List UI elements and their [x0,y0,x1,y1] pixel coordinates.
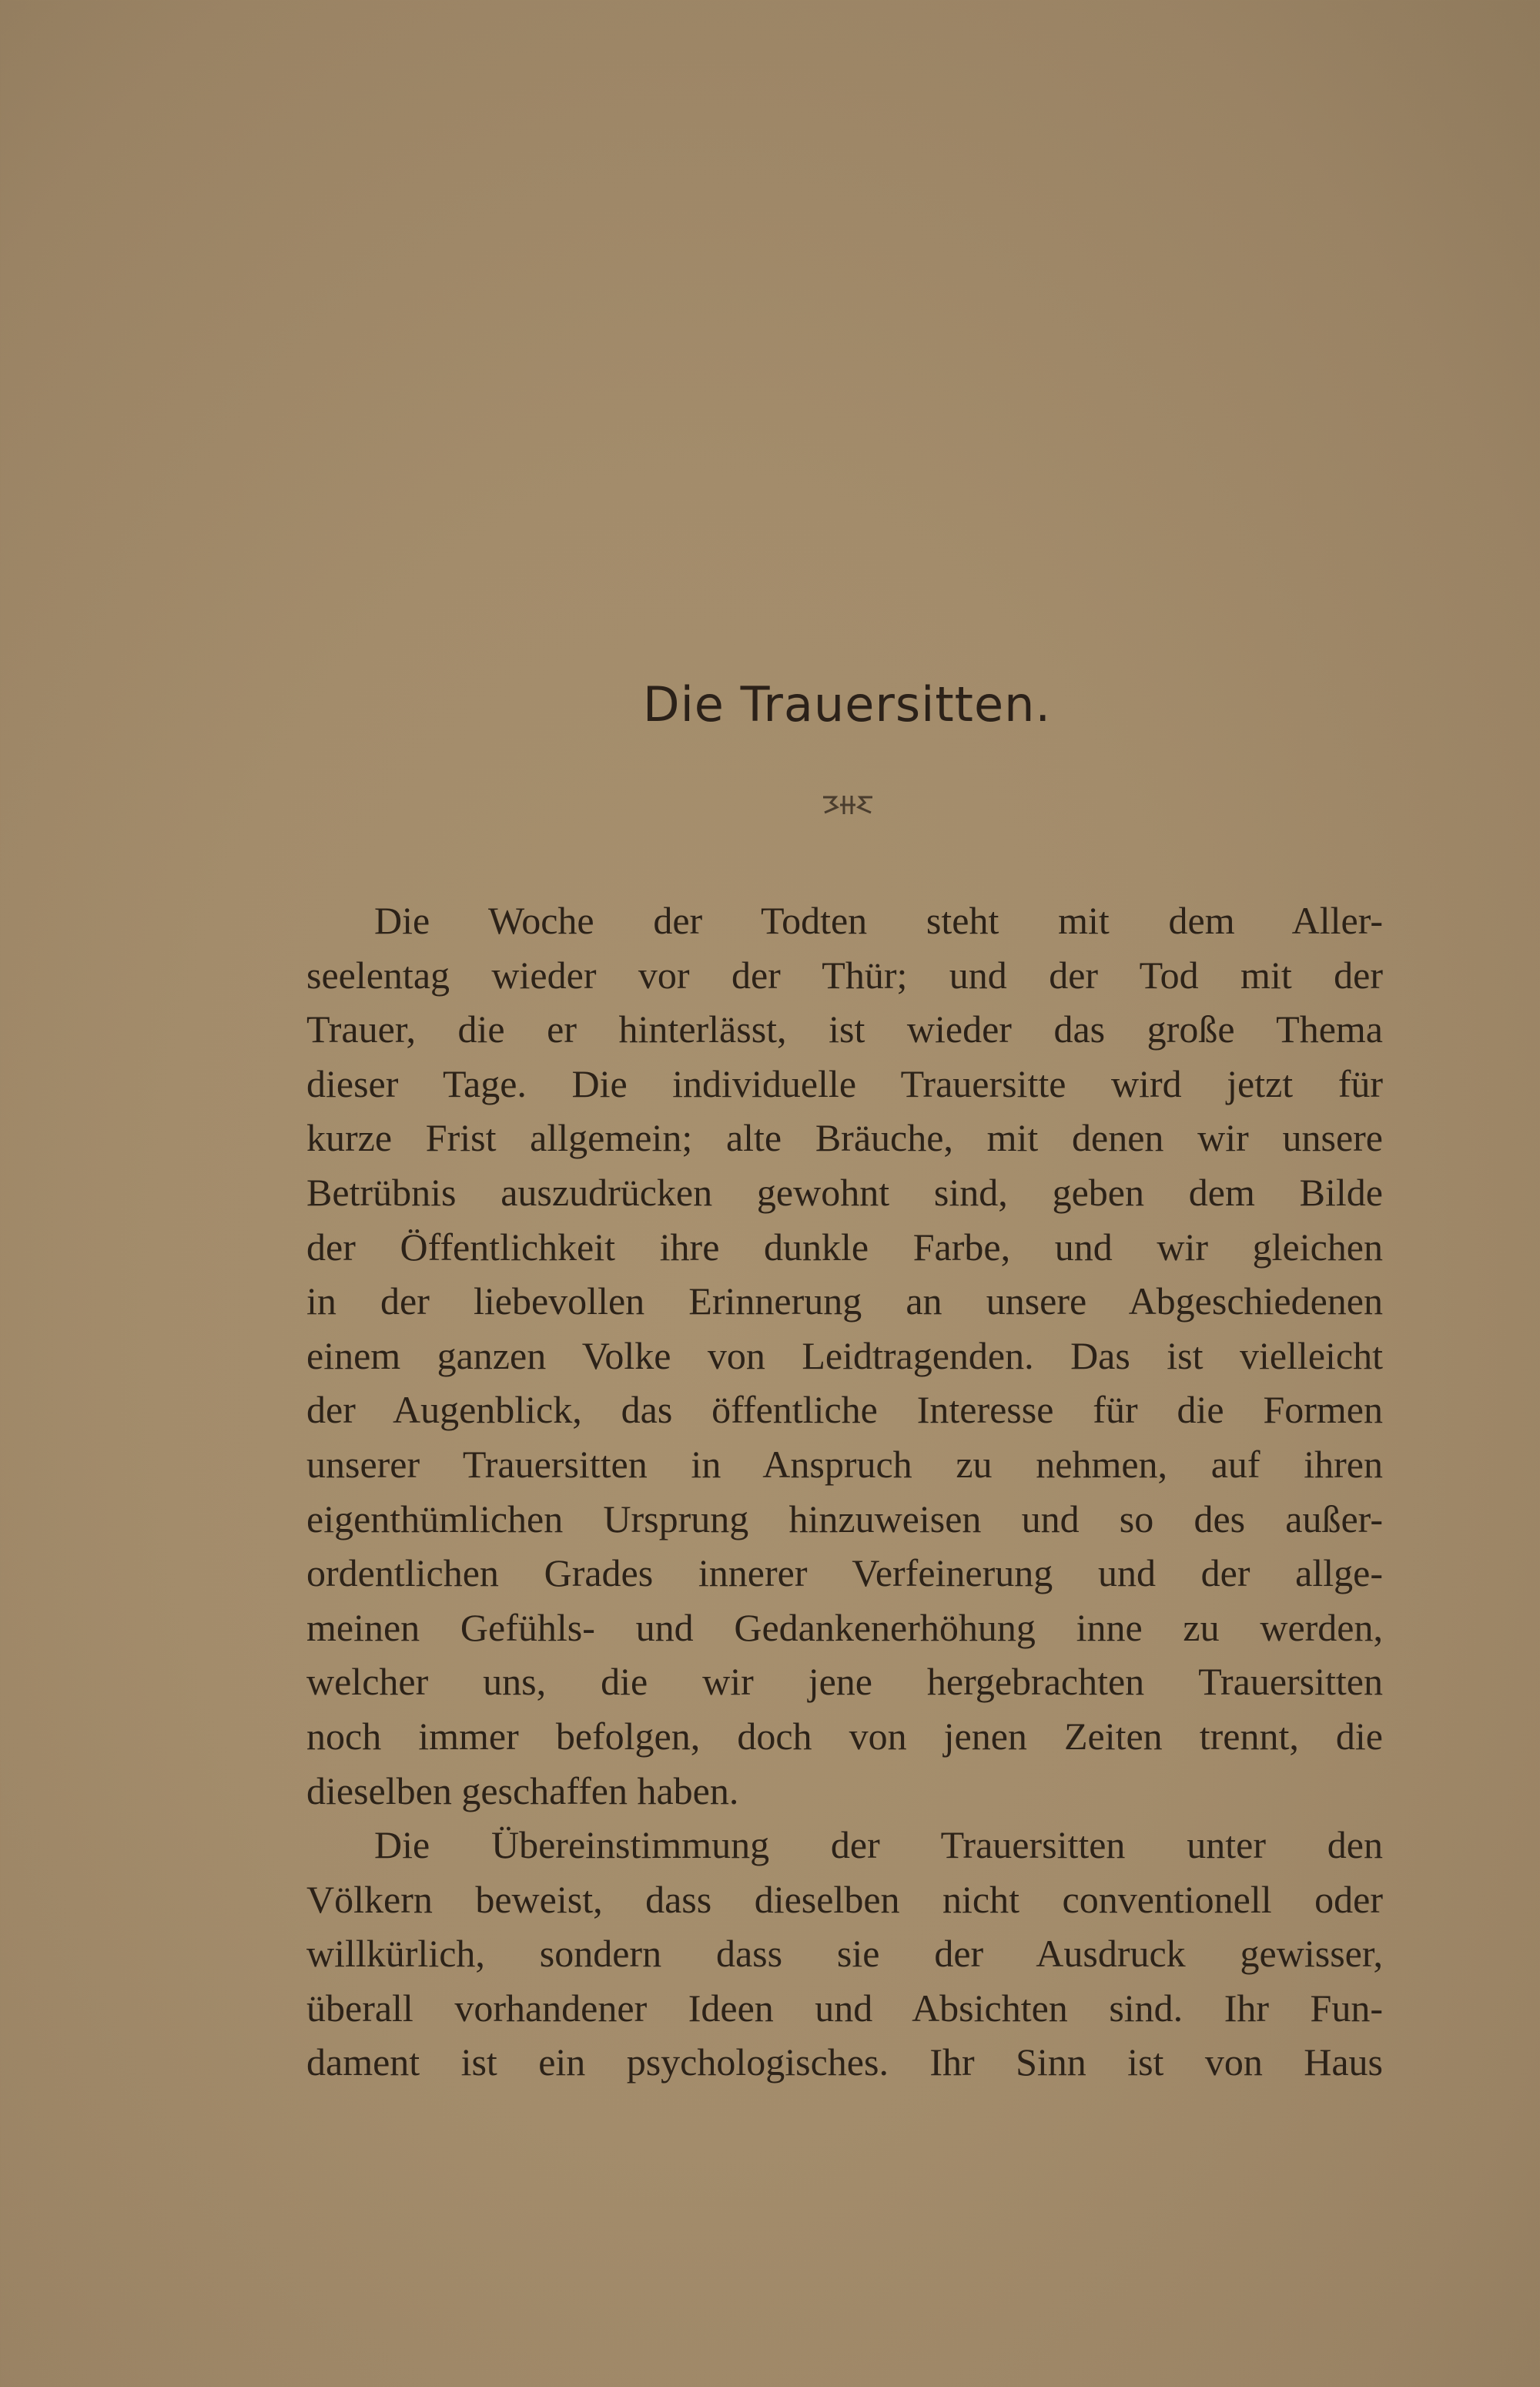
text-line: noch immer befolgen, doch von jenen Zeiten trennt, die [306,1714,1383,1758]
text-line: Die Übereinstimmung der Trauersitten unter den [374,1823,1383,1867]
text-line: willkürlich, sondern dass sie der Ausdruck gewisser, [306,1932,1383,1976]
text-line: einem ganzen Volke von Leidtragenden. Das ist vielleicht [306,1333,1383,1377]
text-line: der Augenblick, das öffentliche Interesse für die Formen [306,1388,1383,1432]
text-line: Betrübnis auszudrücken gewohnt sind, geben dem Bilde [306,1170,1383,1214]
chapter-title: Die Trauersitten. [642,676,1052,733]
text-line: welcher uns, die wir jene hergebrachten Trauersitten [306,1660,1383,1704]
text-line: unserer Trauersitten in Anspruch zu nehmen, auf ihren [306,1442,1383,1486]
text-line: dieselben geschaffen haben. [306,1768,739,1812]
paragraph [306,893,1383,1818]
text-line: der Öffentlichkeit ihre dunkle Farbe, und wir gleichen [306,1225,1383,1269]
text-line: ordentlichen Grades innerer Verfeinerung und der allge- [306,1551,1383,1595]
text-line: dieser Tage. Die individuelle Trauersitte wird jetzt für [306,1061,1383,1105]
floral-divider-icon [820,793,875,816]
text-line: Völkern beweist, dass dieselben nicht conventionell oder [306,1877,1383,1921]
text-line: meinen Gefühls- und Gedankenerhöhung inne zu werden, [306,1605,1383,1649]
text-line: in der liebevollen Erinnerung an unsere Abgeschiedenen [306,1279,1383,1323]
text-line: Die Woche der Todten steht mit dem Aller- [374,899,1383,942]
text-line: eigenthümlichen Ursprung hinzuweisen und so des außer- [306,1497,1383,1540]
paragraph [306,1818,1383,2090]
body-text [306,893,1383,2090]
text-line: Trauer, die er hinterlässt, ist wieder das große Thema [306,1007,1383,1051]
text-line: überall vorhandener Ideen und Absichten sind. Ihr Fun- [306,1986,1383,2030]
text-line: seelentag wieder vor der Thür; und der Tod mit der [306,953,1383,997]
text-line: dament ist ein psychologisches. Ihr Sinn ist von Haus [306,2040,1383,2084]
text-line: kurze Frist allgemein; alte Bräuche, mit denen wir unsere [306,1116,1383,1160]
